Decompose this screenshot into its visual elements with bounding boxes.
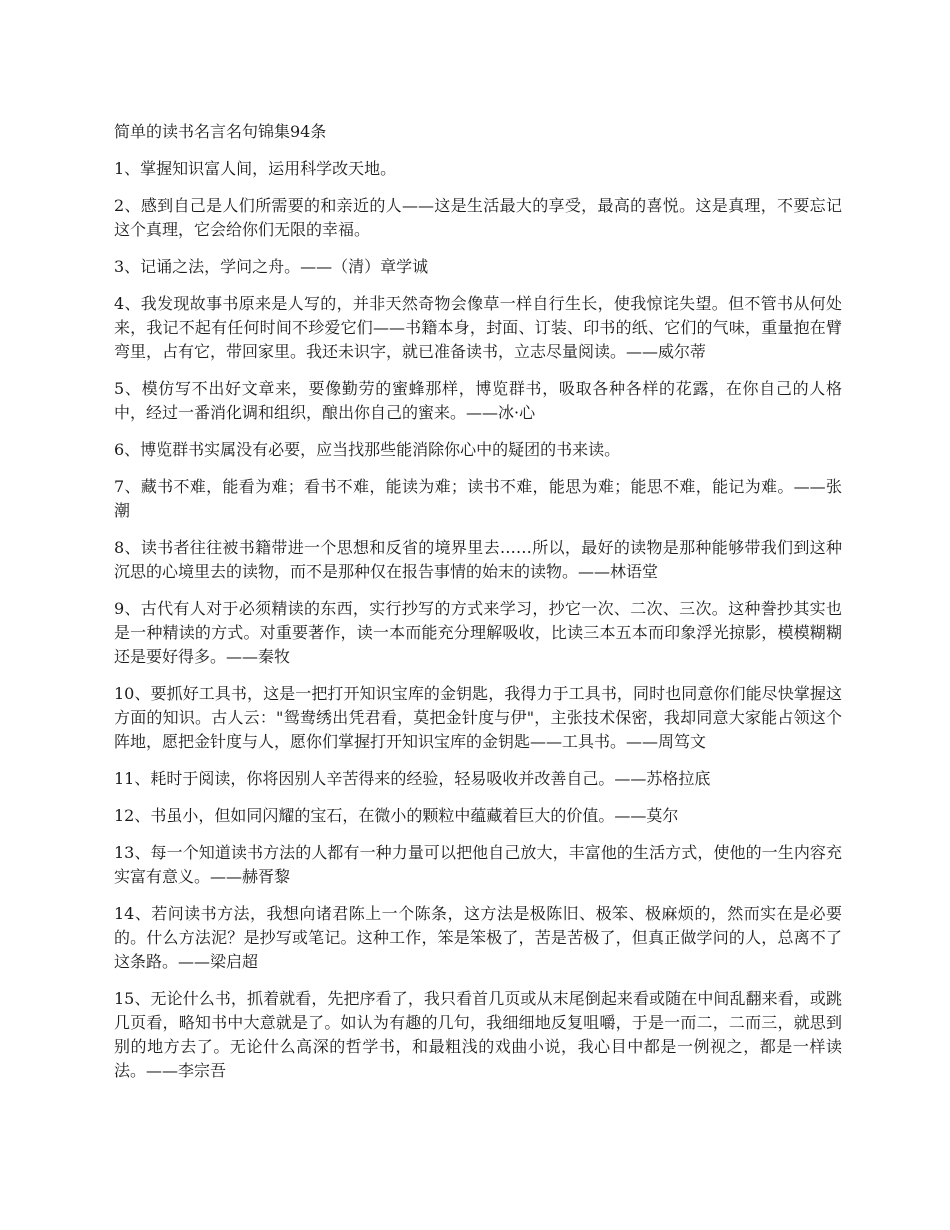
quote-paragraph-13: 13、每一个知道读书方法的人都有一种力量可以把他自己放大，丰富他的生活方式，使他的一生内容充实富有意义。——赫胥黎	[114, 843, 842, 886]
document-title: 简单的读书名言名句锦集94条	[114, 122, 327, 141]
quote-paragraph-10: 10、要抓好工具书，这是一把打开知识宝库的金钥匙，我得力于工具书，同时也同意你们能尽快掌握这方面的知识。古人云："鸳鸯绣出凭君看，莫把金针度与伊"，主张技术保密，我却同意大家能占领这个阵地，愿把金针度与人，愿你们掌握打开知识宝库的金钥匙——工具书。——周笃文	[114, 684, 842, 751]
quote-paragraph-14: 14、若问读书方法，我想向诸君陈上一个陈条，这方法是极陈旧、极笨、极麻烦的，然而实在是必要的。什么方法泥？是抄写或笔记。这种工作，笨是笨极了，苦是苦极了，但真正做学问的人，总离不了这条路。——梁启超	[114, 904, 842, 971]
quote-paragraph-8: 8、读书者往往被书籍带进一个思想和反省的境界里去……所以，最好的读物是那种能够带我们到这种沉思的心境里去的读物，而不是那种仅在报告事情的始末的读物。——林语堂	[114, 538, 842, 581]
quote-paragraph-5: 5、模仿写不出好文章来，要像勤劳的蜜蜂那样，博览群书，吸取各种各样的花露，在你自己的人格中，经过一番消化调和组织，酿出你自己的蜜来。——冰·心	[114, 379, 842, 422]
quote-paragraph-2: 2、感到自己是人们所需要的和亲近的人——这是生活最大的享受，最高的喜悦。这是真理，不要忘记这个真理，它会给你们无限的幸福。	[114, 196, 842, 239]
quote-paragraph-7: 7、藏书不难，能看为难；看书不难，能读为难；读书不难，能思为难；能思不难，能记为难。——张潮	[114, 477, 842, 520]
document-page	[114, 120, 842, 1096]
quote-paragraph-1: 1、掌握知识富人间，运用科学改天地。	[114, 159, 397, 178]
quote-paragraph-12: 12、书虽小，但如同闪耀的宝石，在微小的颗粒中蕴藏着巨大的价值。——莫尔	[114, 806, 679, 825]
quote-paragraph-4: 4、我发现故事书原来是人写的，并非天然奇物会像草一样自行生长，使我惊诧失望。但不管书从何处来，我记不起有任何时间不珍爱它们——书籍本身，封面、订装、印书的纸、它们的气味，重量抱在臂弯里，占有它，带回家里。我还未识字，就已准备读书，立志尽量阅读。——威尔蒂	[114, 294, 842, 361]
quote-paragraph-15: 15、无论什么书，抓着就看，先把序看了，我只看首几页或从末尾倒起来看或随在中间乱翻来看，或跳几页看，略知书中大意就是了。如认为有趣的几句，我细细地反复咀嚼，于是一而二，二而三，就思到别的地方去了。无论什么高深的哲学书，和最粗浅的戏曲小说，我心目中都是一例视之，都是一样读法。——李宗吾	[114, 989, 842, 1080]
quote-paragraph-9: 9、古代有人对于必须精读的东西，实行抄写的方式来学习，抄它一次、二次、三次。这种誊抄其实也是一种精读的方式。对重要著作，读一本而能充分理解吸收，比读三本五本而印象浮光掠影，模模糊糊还是要好得多。——秦牧	[114, 599, 842, 666]
quote-paragraph-3: 3、记诵之法，学问之舟。——（清）章学诚	[114, 257, 429, 276]
quote-paragraph-11: 11、耗时于阅读，你将因别人辛苦得来的经验，轻易吸收并改善自己。——苏格拉底	[114, 769, 711, 788]
quote-paragraph-6: 6、博览群书实属没有必要，应当找那些能消除你心中的疑团的书来读。	[114, 440, 621, 459]
